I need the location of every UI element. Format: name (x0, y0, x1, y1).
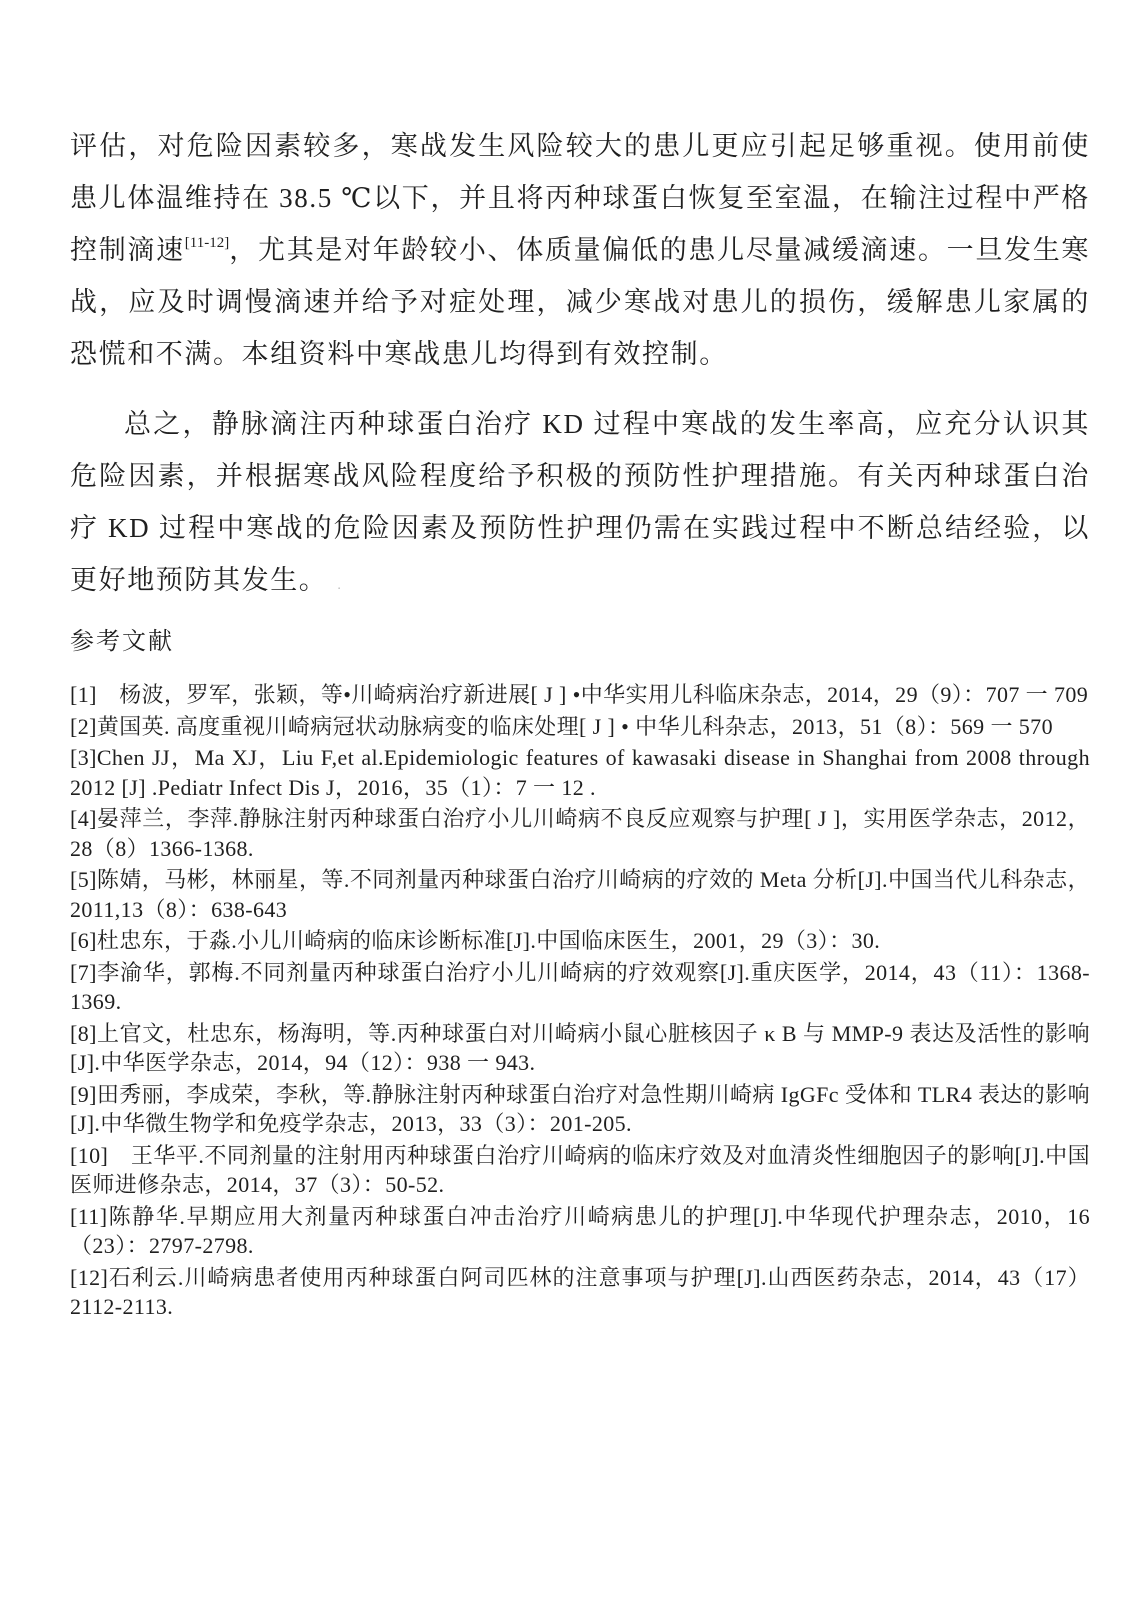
paragraph-discussion (70, 120, 1090, 380)
reference-item: [3]Chen JJ，Ma XJ，Liu F,et al.Epidemiologic features of kawasaki disease in Shanghai from 2008 through 2012 [J] .Pediatr Infect Dis J，2016，35（1）：7 一 12 . (70, 745, 1090, 800)
references-list (70, 680, 1090, 1322)
stray-scan-mark: . (337, 578, 341, 593)
references-heading: 参考文献 (70, 629, 174, 655)
reference-item: [4]晏萍兰，李萍.静脉注射丙种球蛋白治疗小儿川崎病不良反应观察与护理[ J ]，实用医学杂志，2012，28（8）1366-1368. (70, 806, 1090, 861)
body-text (70, 120, 1090, 612)
reference-item: [6]杜忠东，于淼.小儿川崎病的临床诊断标准[J].中国临床医生，2001，29（3）：30. (70, 928, 881, 953)
paragraph-text: 评估，对危险因素较多，寒战发生风险较大的患儿更应引起足够重视。使用前使患儿体温维持在 38.5 ℃以下，并且将丙种球蛋白恢复至室温，在输注过程中严格控制滴速 (70, 131, 1090, 265)
reference-item: [11]陈静华.早期应用大剂量丙种球蛋白冲击治疗川崎病患儿的护理[J].中华现代护理杂志，2010，16（23）：2797-2798. (70, 1203, 1090, 1258)
reference-item: [9]田秀丽，李成荣，李秋，等.静脉注射丙种球蛋白治疗对急性期川崎病 IgGFc 受体和 TLR4 表达的影响[J].中华微生物学和免疫学杂志，2013，33（3）：201-205. (70, 1081, 1090, 1136)
reference-item: [10] 王华平.不同剂量的注射用丙种球蛋白治疗川崎病的临床疗效及对血清炎性细胞因子的影响[J].中国医师进修杂志，2014，37（3）：50-52. (70, 1142, 1090, 1197)
reference-item: [2]黄国英. 高度重视川崎病冠状动脉病变的临床处理[ J ] • 中华儿科杂志，2013，51（8）：569 一 570 (70, 713, 1053, 739)
paragraph-conclusion (70, 398, 1090, 612)
reference-item: [12]石利云.川崎病患者使用丙种球蛋白阿司匹林的注意事项与护理[J].山西医药杂志，2014，43（17）2112-2113. (70, 1264, 1090, 1319)
paragraph-text: 总之，静脉滴注丙种球蛋白治疗 KD 过程中寒战的发生率高，应充分认识其危险因素，并根据寒战风险程度给予积极的预防性护理措施。有关丙种球蛋白治疗 KD 过程中寒战的危险因素及预防性护理仍需在实践过程中不断总结经验，以更好地预防其发生。 (70, 409, 1090, 595)
reference-item: [5]陈婧，马彬，林丽星，等.不同剂量丙种球蛋白治疗川崎病的疗效的 Meta 分析[J].中国当代儿科杂志，2011,13（8）：638-643 (70, 867, 1090, 922)
citation-superscript: [11-12] (184, 235, 230, 251)
reference-item: [7]李渝华，郭梅.不同剂量丙种球蛋白治疗小儿川崎病的疗效观察[J].重庆医学，2014，43（11）：1368-1369. (70, 959, 1090, 1014)
reference-item: [8]上官文，杜忠东，杨海明，等.丙种球蛋白对川崎病小鼠心脏核因子 κ B 与 MMP-9 表达及活性的影响[J].中华医学杂志，2014，94（12）：938 一 943. (70, 1020, 1090, 1075)
paragraph-text: ，尤其是对年龄较小、体质量偏低的患儿尽量减缓滴速。一旦发生寒战，应及时调慢滴速并给予对症处理，减少寒战对患儿的损伤，缓解患儿家属的恐慌和不满。本组资料中寒战患儿均得到有效控制。 (70, 235, 1091, 369)
reference-item: [1] 杨波，罗军，张颖，等•川崎病治疗新进展[ J ] •中华实用儿科临床杂志，2014，29（9）：707 一 709 (70, 682, 1089, 707)
